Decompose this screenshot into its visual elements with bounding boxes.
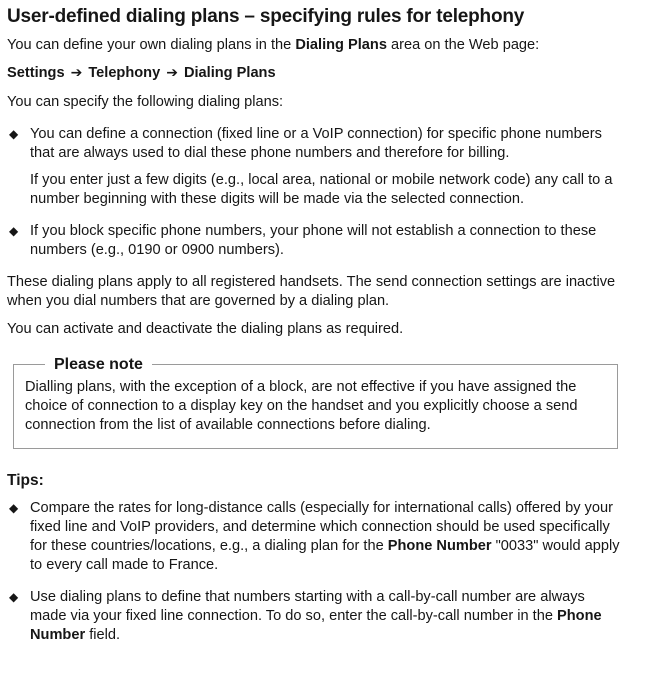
specify-line: You can specify the following dialing plans: [7, 94, 284, 110]
menu-path [7, 64, 620, 83]
list-item [7, 499, 620, 575]
diamond-bullet-icon: ◆ [9, 224, 19, 238]
menu-item-settings: Settings [7, 65, 65, 81]
tips-heading: Tips: [7, 472, 44, 489]
paragraph-activate: You can activate and deactivate the dialing plans as required. [7, 321, 404, 337]
list-item-body [30, 125, 620, 209]
diamond-bullet-icon: ◆ [9, 501, 19, 515]
list-item-body [30, 499, 620, 575]
diamond-bullet-icon: ◆ [9, 127, 19, 141]
list-item [7, 125, 620, 209]
tips-list [7, 499, 620, 645]
list-item-text: Use dialing plans to define that numbers starting with a call-by-call number are always made via your fixed line connection. To do so, enter the call-by-call number in the Phone Number field. [30, 589, 602, 643]
note-box [13, 355, 618, 449]
arrow-right-icon: ➔ [70, 65, 83, 81]
intro-paragraph: You can define your own dialing plans in the Dialing Plans area on the Web page: [7, 37, 540, 53]
paragraph-apply: These dialing plans apply to all registered handsets. The send connection settings are inactive when you dial numbers that are governed by a dialing plan. [7, 274, 616, 309]
list-item-body [30, 588, 620, 645]
menu-item-dialing-plans: Dialing Plans [183, 65, 276, 81]
list-item [7, 222, 620, 260]
list-item-text: You can define a connection (fixed line or a VoIP connection) for specific phone numbers that are always used to dial these phone numbers and therefore for billing. [30, 126, 602, 161]
page-title: User-defined dialing plans – specifying rules for telephony [7, 6, 525, 27]
dialing-plan-list [7, 125, 620, 260]
list-item-text: Compare the rates for long-distance calls (especially for international calls) offered by your fixed line and VoIP providers, and determine which connection should be used specifically for these countries/locations, e.g., a dialing plan for the Phone Number "0033" would apply to every call made to France. [30, 500, 620, 573]
diamond-bullet-icon: ◆ [9, 590, 19, 604]
arrow-right-icon: ➔ [166, 65, 178, 81]
list-item-body [30, 222, 620, 260]
menu-item-telephony: Telephony [88, 65, 161, 81]
note-title: Please note [54, 356, 143, 373]
list-item [7, 588, 620, 645]
list-item-text: If you enter just a few digits (e.g., local area, national or mobile network code) any call to a number beginning with these digits will be made via the selected connection. [30, 172, 613, 207]
list-item-text: If you block specific phone numbers, your phone will not establish a connection to these numbers (e.g., 0190 or 0900 numbers). [30, 223, 597, 258]
note-body: Dialling plans, with the exception of a block, are not effective if you have assigned the choice of connection to a display key on the handset and you explicitly choose a send connection from the list of available connections before dialing. [25, 379, 578, 433]
